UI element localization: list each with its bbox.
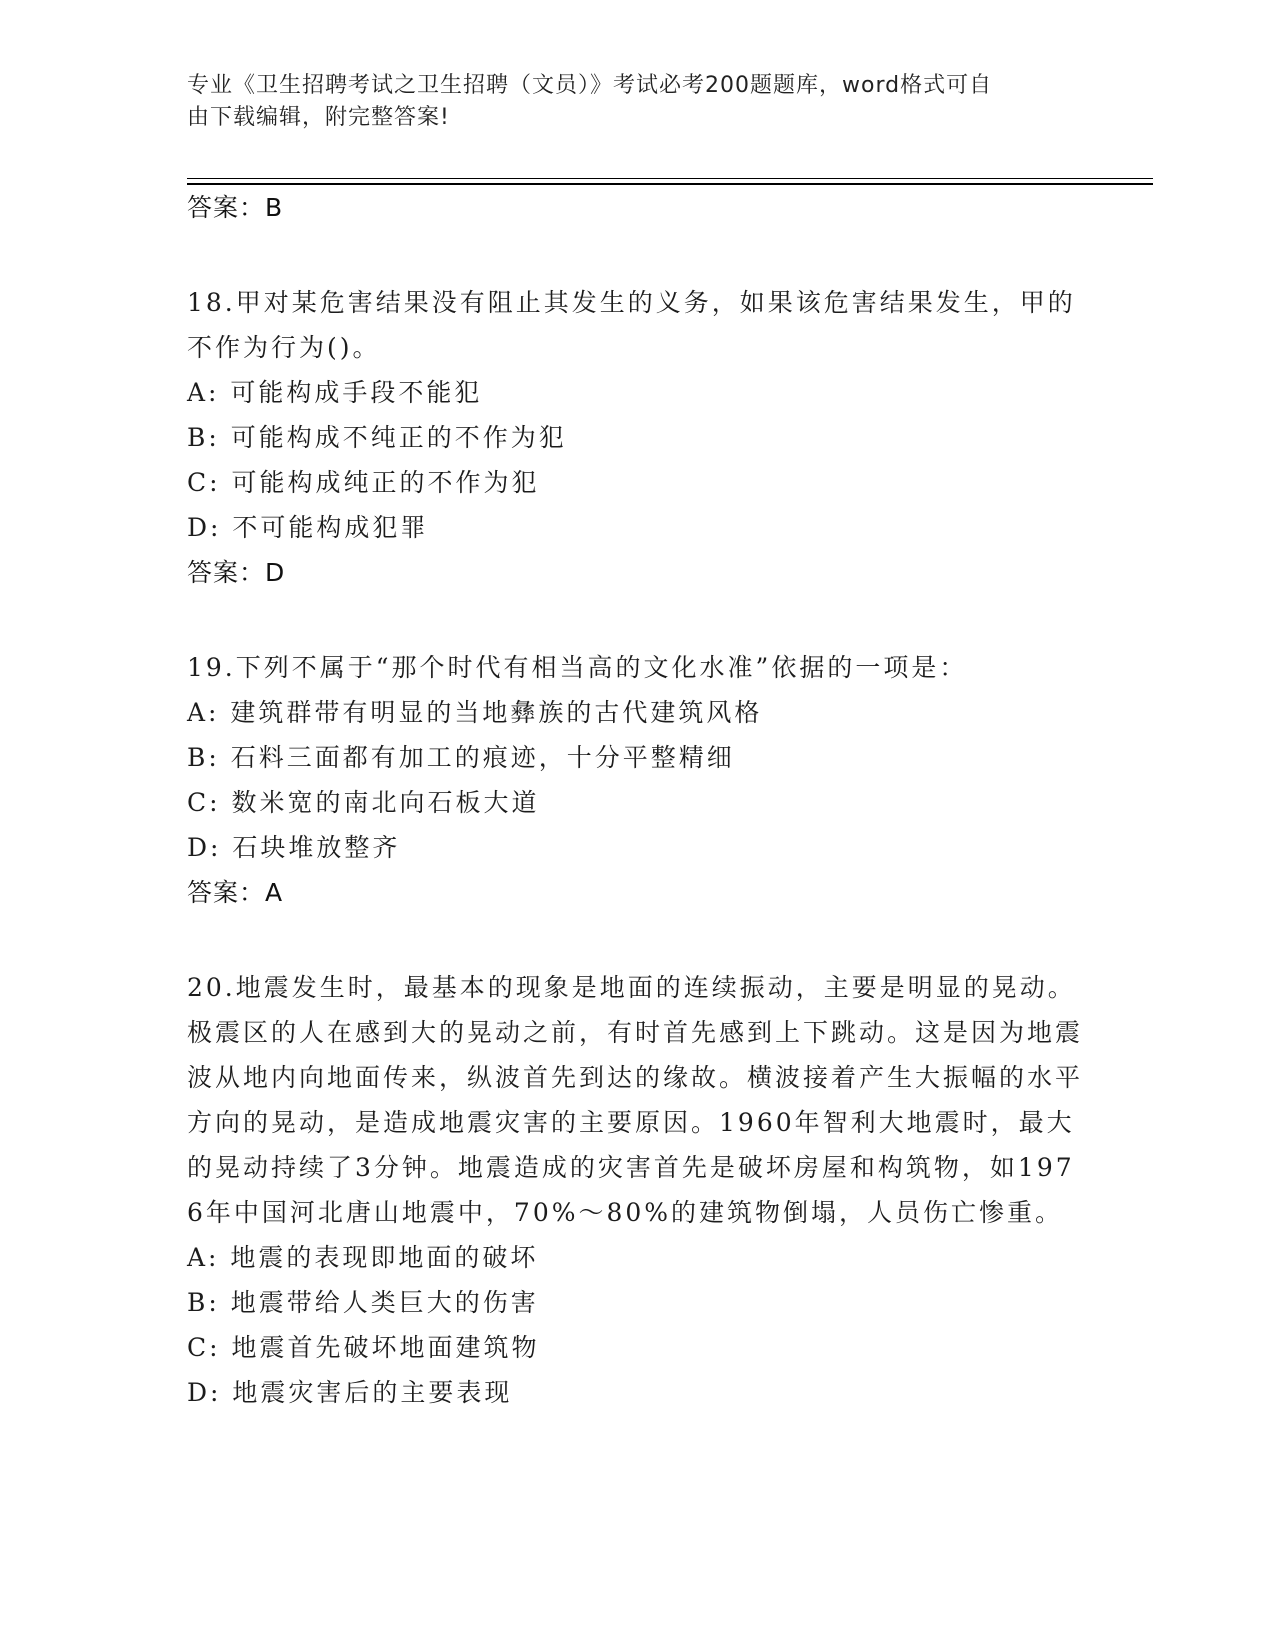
answer-prev: 答案：B <box>187 193 284 222</box>
question-18 <box>187 280 1087 595</box>
option-c: C: 可能构成纯正的不作为犯 <box>187 468 540 497</box>
option-d: D: 地震灾害后的主要表现 <box>187 1378 513 1407</box>
page-header <box>187 70 1087 134</box>
option-d: D: 石块堆放整齐 <box>187 833 401 862</box>
question-stem: 20.地震发生时，最基本的现象是地面的连续振动，主要是明显的晃动。极震区的人在感到大的晃动之前，有时首先感到上下跳动。这是因为地震波从地内向地面传来，纵波首先到达的缘故。横波接着产生大振幅的水平方向的晃动，是造成地震灾害的主要原因。1960年智利大地震时，最大的晃动持续了3分钟。地震造成的灾害首先是破坏房屋和构筑物，如1976年中国河北唐山地震中，70%～80%的建筑物倒塌，人员伤亡惨重。 <box>187 973 1084 1227</box>
option-c: C: 数米宽的南北向石板大道 <box>187 788 540 817</box>
header-rule-thin <box>187 178 1153 179</box>
question-stem: 19.下列不属于“那个时代有相当高的文化水准”依据的一项是： <box>187 653 968 682</box>
option-b: B: 石料三面都有加工的痕迹，十分平整精细 <box>187 743 735 772</box>
option-d: D: 不可能构成犯罪 <box>187 513 429 542</box>
question-19 <box>187 645 1087 915</box>
option-c: C: 地震首先破坏地面建筑物 <box>187 1333 540 1362</box>
header-line-2: 由下载编辑，附完整答案! <box>187 105 450 130</box>
option-b: B: 可能构成不纯正的不作为犯 <box>187 423 567 452</box>
answer-18: 答案：D <box>187 558 286 587</box>
answer-19: 答案：A <box>187 878 284 907</box>
header-line-1: 专业《卫生招聘考试之卫生招聘（文员）》考试必考200题题库，word格式可自 <box>187 73 993 98</box>
option-a: A: 建筑群带有明显的当地彝族的古代建筑风格 <box>187 698 763 727</box>
option-b: B: 地震带给人类巨大的伤害 <box>187 1288 539 1317</box>
question-stem: 18.甲对某危害结果没有阻止其发生的义务，如果该危害结果发生，甲的不作为行为()。 <box>187 288 1076 362</box>
question-content <box>187 185 1087 1415</box>
option-a: A: 地震的表现即地面的破坏 <box>187 1243 539 1272</box>
question-20 <box>187 965 1087 1415</box>
option-a: A: 可能构成手段不能犯 <box>187 378 483 407</box>
